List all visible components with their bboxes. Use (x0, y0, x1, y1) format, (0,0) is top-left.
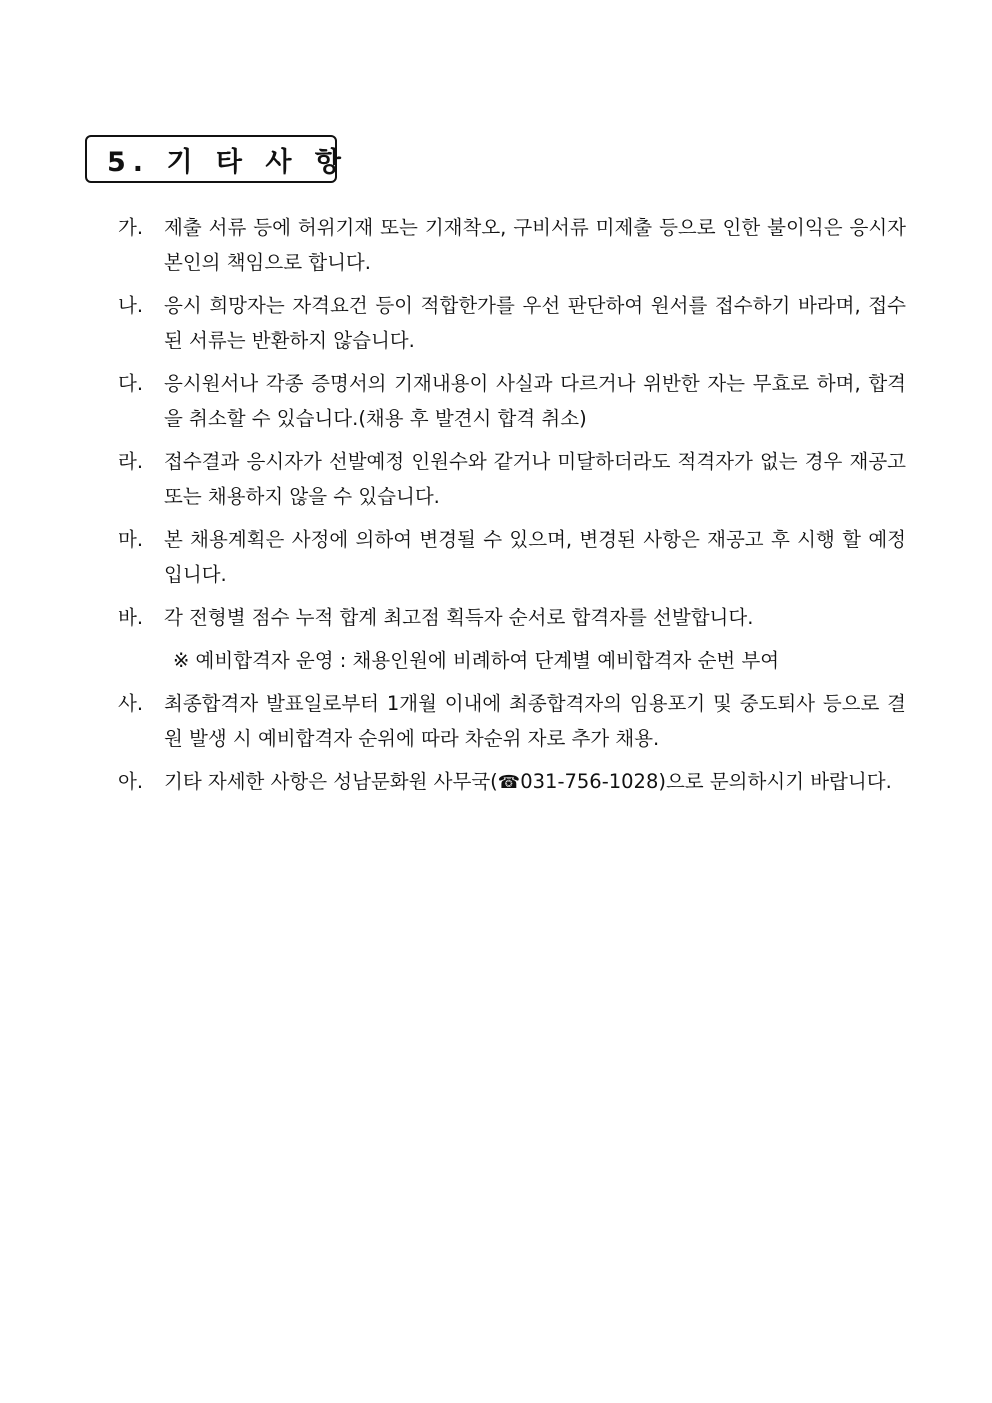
item-marker: 가. (118, 216, 144, 239)
list-item-ga (118, 210, 906, 280)
item-text: 제출 서류 등에 허위기재 또는 기재착오, 구비서류 미제출 등으로 인한 불이익은 응시자 본인의 책임으로 합니다. (164, 216, 906, 274)
phone-number: 031-756-1028 (520, 770, 659, 793)
list-item-ma (118, 522, 906, 592)
notice-list (118, 210, 906, 808)
contact-text-after: )으로 문의하시기 바랍니다. (658, 770, 892, 793)
item-text: 응시 희망자는 자격요건 등이 적합한가를 우선 판단하여 원서를 접수하기 바라며, 접수된 서류는 반환하지 않습니다. (164, 294, 906, 352)
list-item-a (118, 764, 906, 800)
item-text (164, 764, 906, 800)
item-text: 접수결과 응시자가 선발예정 인원수와 같거나 미달하더라도 적격자가 없는 경우 재공고 또는 채용하지 않을 수 있습니다. (164, 450, 906, 508)
item-text: 응시원서나 각종 증명서의 기재내용이 사실과 다르거나 위반한 자는 무효로 하며, 합격을 취소할 수 있습니다.(채용 후 발견시 합격 취소) (164, 372, 906, 430)
section-header-box (85, 135, 348, 183)
list-item-sa (118, 686, 906, 756)
reserve-candidate-note: ※ 예비합격자 운영 : 채용인원에 비례하여 단계별 예비합격자 순번 부여 (173, 649, 780, 672)
item-text: 본 채용계획은 사정에 의하여 변경될 수 있으며, 변경된 사항은 재공고 후 시행 할 예정입니다. (164, 528, 906, 586)
item-marker: 나. (118, 294, 144, 317)
section-title: 5. 기 타 사 항 (107, 146, 348, 178)
item-marker: 사. (118, 692, 144, 715)
list-item-ba (118, 600, 906, 635)
item-marker: 라. (118, 450, 144, 473)
list-item-da (118, 366, 906, 436)
item-marker: 마. (118, 528, 144, 551)
list-item-ra (118, 444, 906, 514)
item-marker: 바. (118, 606, 144, 629)
item-text: 각 전형별 점수 누적 합계 최고점 획득자 순서로 합격자를 선발합니다. (164, 606, 754, 629)
phone-icon: ☎ (497, 772, 521, 793)
item-text: 최종합격자 발표일로부터 1개월 이내에 최종합격자의 임용포기 및 중도퇴사 등으로 결원 발생 시 예비합격자 순위에 따라 차순위 자로 추가 채용. (164, 692, 906, 750)
contact-text-before: 기타 자세한 사항은 성남문화원 사무국( (164, 770, 498, 793)
item-marker: 아. (118, 770, 144, 793)
list-item-na (118, 288, 906, 358)
item-marker: 다. (118, 372, 144, 395)
